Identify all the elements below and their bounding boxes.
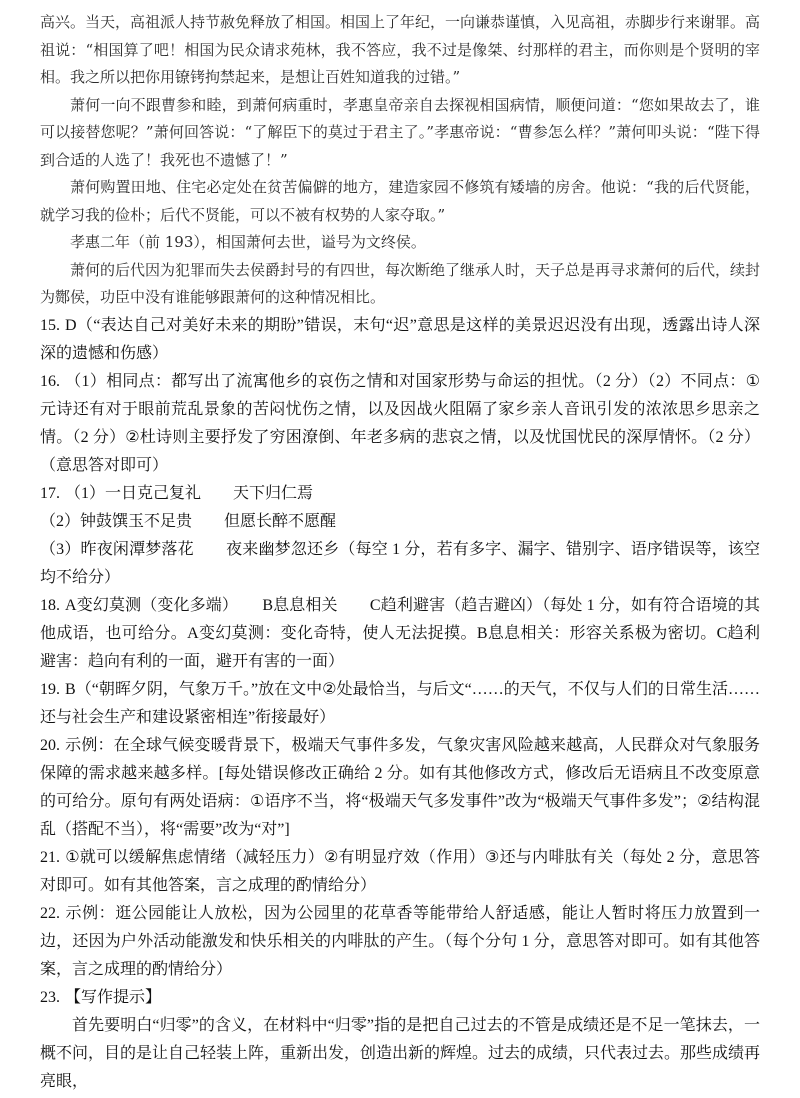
answer-23-heading [40, 984, 760, 1012]
answer-23-heading-text: 【写作提示】 [65, 988, 162, 1006]
answer-23-essay-hint-body: 首先要明白“归零”的含义，在材料中“归零”指的是把自己过去的不管是成绩还是不足一笔抹去，一概不问，目的是让自己轻装上阵，重新出发，创造出新的辉煌。过去的成绩，只代表过去。那些成绩再亮眼， [40, 1016, 761, 1090]
answer-20-text: 示例：在全球气候变暖背景下，极端天气事件多发，气象灾害风险越来越高，人民群众对气象服务保障的需求越来越多样。[每处错误修改正确给 2 分。如有其他修改方式，修改后无语病且不改变原意的可给分。原句有两处语病：①语序不当，将“极端天气多发事件”改为“极端天气事件多发”；②结构混乱（搭配不当），将“需要”改为“对”] [40, 736, 760, 838]
translation-paragraph-death: 孝惠二年（前 193），相国萧何去世，谥号为文终侯。 [70, 233, 426, 251]
translation-paragraph-descendants: 萧何的后代因为犯罪而失去侯爵封号的有四世，每次断绝了继承人时，天子总是再寻求萧何的后代，续封为酂侯，功臣中没有谁能够跟萧何的这种情况相比。 [40, 260, 761, 306]
answer-19 [40, 676, 760, 732]
answer-16-text: （1）相同点：都写出了流寓他乡的哀伤之情和对国家形势与命运的担忧。（2 分）（2）不同点：①元诗还有对于眼前荒乱景象的苦闷忧伤之情，以及因战火阻隔了家乡亲人音讯引发的浓浓思乡思亲之情。（2 分）②杜诗则主要抒发了穷困潦倒、年老多病的悲哀之情，以及忧国忧民的深厚情怀。（2 分）（意思答对即可） [40, 372, 760, 474]
answer-16 [40, 368, 760, 480]
answer-17-part3-text: （3）昨夜闲潭梦落花 夜来幽梦忽还乡（每空 1 分，若有多字、漏字、错别字、语序错误等，该空均不给分） [40, 540, 760, 586]
answer-15-text: D（“表达自己对美好未来的期盼”错误，末句“迟”意思是这样的美景迟迟没有出现，透露出诗人深深的遗憾和伤感） [40, 316, 760, 362]
answer-17-part3 [40, 536, 760, 592]
answer-18-number: 18. [40, 596, 60, 614]
answer-22-text: 示例：逛公园能让人放松，因为公园里的花草香等能带给人舒适感，能让人暂时将压力放置到一边，还因为户外活动能激发和快乐相关的内啡肽的产生。（每个分句 1 分，意思答对即可。如有其他答案，言之成理的酌情给分） [40, 904, 760, 978]
answer-21-number: 21. [40, 848, 60, 866]
translation-paragraph-continuation: 高兴。当天，高祖派人持节赦免释放了相国。相国上了年纪，一向谦恭谨慎，入见高祖，赤脚步行来谢罪。高祖说：“相国算了吧！相国为民众请求苑林，我不答应，我不过是像桀、纣那样的君主，而你则是个贤明的宰相。我之所以把你用镣铐拘禁起来，是想让百姓知道我的过错。” [40, 13, 761, 86]
translation-paragraph-property: 萧何购置田地、住宅必定处在贫苦偏僻的地方，建造家园不修筑有矮墙的房舍。他说：“我的后代贤能，就学习我的俭朴；后代不贤能，可以不被有权势的人家夺取。” [40, 178, 760, 224]
answer-21 [40, 844, 760, 900]
answers-section [40, 312, 760, 1096]
answer-18 [40, 592, 760, 676]
answer-19-number: 19. [40, 680, 60, 698]
answer-23-number: 23. [40, 988, 60, 1006]
answer-21-text: ①就可以缓解焦虑情绪（减轻压力）②有明显疗效（作用）③还与内啡肽有关（每处 2 分，意思答对即可。如有其他答案，言之成理的酌情给分） [40, 848, 760, 894]
answer-17-part1-text: （1）一日克己复礼 天下归仁焉 [65, 484, 314, 502]
answer-19-text: B（“朝晖夕阴，气象万千。”放在文中②处最恰当，与后文“……的天气，不仅与人们的日常生活……还与社会生产和建设紧密相连”衔接最好） [40, 680, 760, 726]
answer-17-part2 [40, 508, 760, 536]
answer-20-number: 20. [40, 736, 60, 754]
answer-18-text: A变幻莫测（变化多端） B息息相关 C趋利避害（趋吉避凶）（每处 1 分，如有符合语境的其他成语，也可给分。A变幻莫测：变化奇特，使人无法捉摸。B息息相关：形容关系极为密切。C趋利避害：趋向有利的一面，避开有害的一面） [40, 596, 760, 670]
answer-15-number: 15. [40, 316, 60, 334]
answer-17-part2-text: （2）钟鼓馔玉不足贵 但愿长醉不愿醒 [40, 512, 337, 530]
answer-20 [40, 732, 760, 844]
translation-paragraph-xiaohe-caoshen: 萧何一向不跟曹参和睦，到萧何病重时，孝惠皇帝亲自去探视相国病情，顺便问道：“您如果故去了，谁可以接替您呢？”萧何回答说：“了解臣下的莫过于君主了。”孝惠帝说：“曹参怎么样？”萧何叩头说：“陛下得到合适的人选了！我死也不遗憾了！” [40, 95, 760, 169]
translation-section [40, 9, 760, 312]
answer-17-number: 17. [40, 484, 60, 502]
answer-22 [40, 900, 760, 984]
answer-16-number: 16. [40, 372, 60, 390]
answer-22-number: 22. [40, 904, 60, 922]
answer-17-part1 [40, 480, 760, 508]
answer-15 [40, 312, 760, 368]
